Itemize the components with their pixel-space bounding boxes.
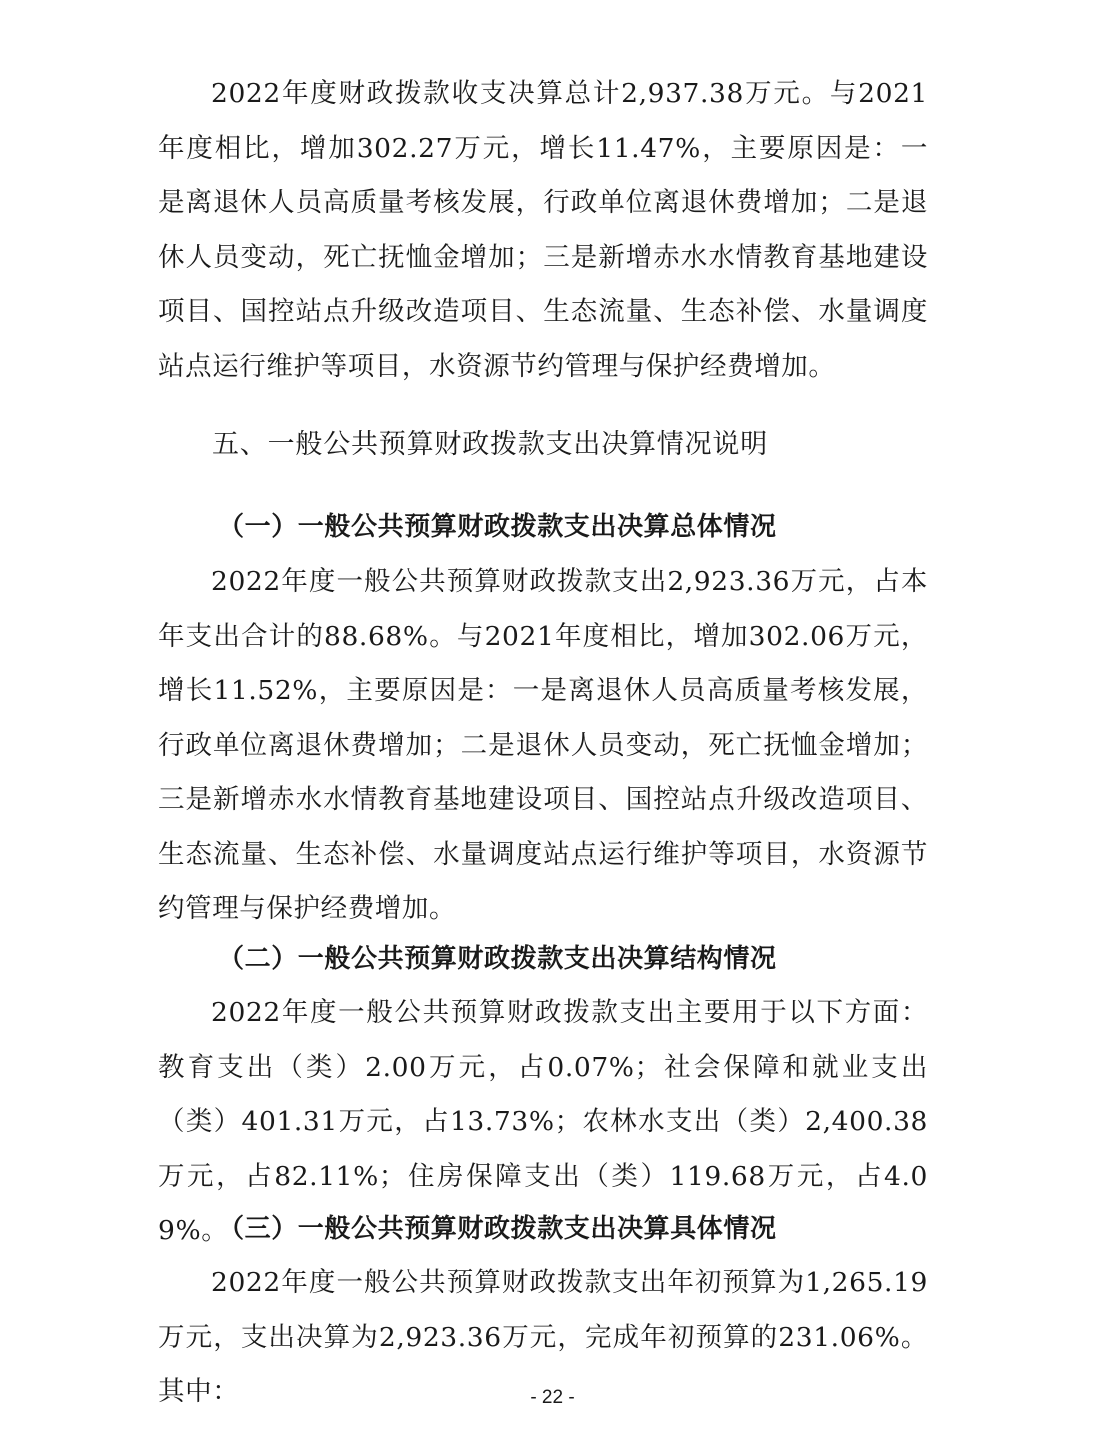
paragraph-overall-expenditure: 2022年度一般公共预算财政拨款支出2,923.36万元，占本年支出合计的88.68%。与2021年度相比，增加302.06万元，增长11.52%，主要原因是：一是离退休人员高质量考核发展，行政单位离退休费增加；二是退休人员变动，死亡抚恤金增加；三是新增赤水水情教育基地建设项目、国控站点升级改造项目、生态流量、生态补偿、水量调度站点运行维护等项目，水资源节约管理与保护经费增加。 — [158, 566, 928, 924]
section-heading-five: 五、一般公共预算财政拨款支出决算情况说明 — [212, 429, 768, 460]
paragraph-total-revenue-expenditure: 2022年度财政拨款收支决算总计2,937.38万元。与2021年度相比，增加302.27万元，增长11.47%，主要原因是：一是离退休人员高质量考核发展，行政单位离退休费增加；二是退休人员变动，死亡抚恤金增加；三是新增赤水水情教育基地建设项目、国控站点升级改造项目、生态流量、生态补偿、水量调度站点运行维护等项目，水资源节约管理与保护经费增加。 — [158, 78, 928, 382]
subheading-details: （三）一般公共预算财政拨款支出决算具体情况 — [218, 1214, 777, 1244]
paragraph-expenditure-structure: 2022年度一般公共预算财政拨款支出主要用于以下方面：教育支出（类）2.00万元，占0.07%；社会保障和就业支出（类）401.31万元，占13.73%；农林水支出（类）2,400.38万元，占82.11%；住房保障支出（类）119.68万元，占4.09%。 — [158, 997, 928, 1246]
subheading-structure: （二）一般公共预算财政拨款支出决算结构情况 — [218, 944, 777, 974]
page-number: - 22 - — [530, 1387, 575, 1408]
subheading-overall: （一）一般公共预算财政拨款支出决算总体情况 — [218, 512, 777, 542]
paragraph-budget-completion: 2022年度一般公共预算财政拨款支出年初预算为1,265.19万元，支出决算为2,923.36万元，完成年初预算的231.06%。其中： — [158, 1267, 928, 1407]
